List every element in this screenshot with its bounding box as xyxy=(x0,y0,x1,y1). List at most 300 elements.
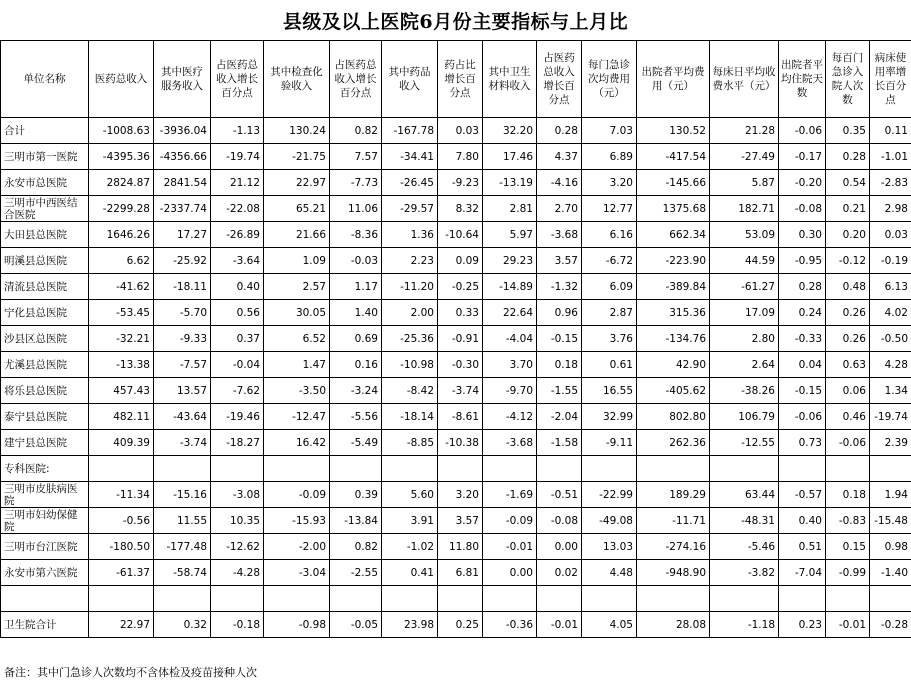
value-cell: -22.08 xyxy=(211,196,264,222)
value-cell: -0.99 xyxy=(826,560,870,586)
value-cell: 2.57 xyxy=(264,274,330,300)
empty-cell xyxy=(1,586,89,612)
table-row xyxy=(1,274,911,300)
value-cell: -26.89 xyxy=(211,222,264,248)
value-cell: 0.04 xyxy=(779,352,826,378)
value-cell: 0.82 xyxy=(330,534,382,560)
value-cell: -1.69 xyxy=(483,482,537,508)
value-cell: 3.91 xyxy=(382,508,438,534)
value-cell: 4.37 xyxy=(537,144,582,170)
value-cell: -0.98 xyxy=(264,612,330,638)
value-cell: 16.42 xyxy=(264,430,330,456)
table-row xyxy=(1,508,911,534)
value-cell: 30.05 xyxy=(264,300,330,326)
empty-cell xyxy=(154,456,211,482)
table-row xyxy=(1,222,911,248)
value-cell: -1.32 xyxy=(537,274,582,300)
value-cell: -1.13 xyxy=(211,118,264,144)
value-cell: 11.06 xyxy=(330,196,382,222)
value-cell: 0.35 xyxy=(826,118,870,144)
value-cell: -13.19 xyxy=(483,170,537,196)
value-cell: -29.57 xyxy=(382,196,438,222)
row-name-cell: 三明市皮肤病医院 xyxy=(1,482,89,508)
value-cell: 0.82 xyxy=(330,118,382,144)
value-cell: 22.97 xyxy=(264,170,330,196)
value-cell: -0.03 xyxy=(330,248,382,274)
value-cell: -948.90 xyxy=(637,560,710,586)
value-cell: -15.48 xyxy=(870,508,911,534)
value-cell: 6.52 xyxy=(264,326,330,352)
value-cell: 0.54 xyxy=(826,170,870,196)
empty-cell xyxy=(154,586,211,612)
value-cell: 44.59 xyxy=(710,248,779,274)
value-cell: -0.06 xyxy=(826,430,870,456)
value-cell: 2.80 xyxy=(710,326,779,352)
value-cell: -5.46 xyxy=(710,534,779,560)
value-cell: -61.37 xyxy=(89,560,154,586)
value-cell: -25.92 xyxy=(154,248,211,274)
table-row xyxy=(1,560,911,586)
column-header: 病床使用率增长百分点 xyxy=(870,41,911,118)
value-cell: 6.81 xyxy=(438,560,483,586)
value-cell: -34.41 xyxy=(382,144,438,170)
value-cell: -48.31 xyxy=(710,508,779,534)
row-name-cell: 合计 xyxy=(1,118,89,144)
value-cell: -4.04 xyxy=(483,326,537,352)
value-cell: 7.80 xyxy=(438,144,483,170)
row-name-cell: 永安市第六医院 xyxy=(1,560,89,586)
value-cell: 32.20 xyxy=(483,118,537,144)
value-cell: -1.40 xyxy=(870,560,911,586)
value-cell: 482.11 xyxy=(89,404,154,430)
value-cell: 2.23 xyxy=(382,248,438,274)
column-header: 单位名称 xyxy=(1,41,89,118)
table-row xyxy=(1,144,911,170)
value-cell: -0.25 xyxy=(438,274,483,300)
value-cell: -0.36 xyxy=(483,612,537,638)
column-header: 其中卫生材料收入 xyxy=(483,41,537,118)
value-cell: -14.89 xyxy=(483,274,537,300)
value-cell: 32.99 xyxy=(582,404,637,430)
row-name-cell: 将乐县总医院 xyxy=(1,378,89,404)
value-cell: 0.61 xyxy=(582,352,637,378)
value-cell: 1375.68 xyxy=(637,196,710,222)
value-cell: 1646.26 xyxy=(89,222,154,248)
value-cell: -1.55 xyxy=(537,378,582,404)
value-cell: -53.45 xyxy=(89,300,154,326)
value-cell: 0.56 xyxy=(211,300,264,326)
value-cell: -10.98 xyxy=(382,352,438,378)
value-cell: -3.50 xyxy=(264,378,330,404)
value-cell: 23.98 xyxy=(382,612,438,638)
empty-cell xyxy=(779,586,826,612)
column-header: 其中药品收入 xyxy=(382,41,438,118)
value-cell: 0.39 xyxy=(330,482,382,508)
value-cell: 0.23 xyxy=(779,612,826,638)
value-cell: 2841.54 xyxy=(154,170,211,196)
empty-cell xyxy=(89,586,154,612)
value-cell: -22.99 xyxy=(582,482,637,508)
value-cell: 0.03 xyxy=(870,222,911,248)
value-cell: 0.16 xyxy=(330,352,382,378)
value-cell: 42.90 xyxy=(637,352,710,378)
value-cell: -0.91 xyxy=(438,326,483,352)
empty-cell xyxy=(826,586,870,612)
value-cell: -12.47 xyxy=(264,404,330,430)
value-cell: -41.62 xyxy=(89,274,154,300)
value-cell: -19.74 xyxy=(870,404,911,430)
value-cell: -21.75 xyxy=(264,144,330,170)
row-name-cell: 沙县区总医院 xyxy=(1,326,89,352)
value-cell: 6.16 xyxy=(582,222,637,248)
value-cell: -8.85 xyxy=(382,430,438,456)
value-cell: -6.72 xyxy=(582,248,637,274)
column-header: 出院者平均住院天数 xyxy=(779,41,826,118)
value-cell: 4.28 xyxy=(870,352,911,378)
value-cell: 0.28 xyxy=(537,118,582,144)
value-cell: -5.49 xyxy=(330,430,382,456)
value-cell: -2.55 xyxy=(330,560,382,586)
column-header: 占医药总收入增长百分点 xyxy=(537,41,582,118)
value-cell: 28.08 xyxy=(637,612,710,638)
value-cell: 1.34 xyxy=(870,378,911,404)
value-cell: -9.70 xyxy=(483,378,537,404)
empty-cell xyxy=(330,456,382,482)
value-cell: -2.04 xyxy=(537,404,582,430)
value-cell: -2337.74 xyxy=(154,196,211,222)
value-cell: 0.33 xyxy=(438,300,483,326)
value-cell: 1.17 xyxy=(330,274,382,300)
value-cell: 4.48 xyxy=(582,560,637,586)
column-header: 占医药总收入增长百分点 xyxy=(211,41,264,118)
value-cell: -1.01 xyxy=(870,144,911,170)
value-cell: -5.70 xyxy=(154,300,211,326)
value-cell: 0.28 xyxy=(826,144,870,170)
value-cell: -0.06 xyxy=(779,404,826,430)
value-cell: 53.09 xyxy=(710,222,779,248)
value-cell: -0.01 xyxy=(537,612,582,638)
value-cell: 0.73 xyxy=(779,430,826,456)
empty-cell xyxy=(582,586,637,612)
value-cell: 0.00 xyxy=(537,534,582,560)
column-header: 医药总收入 xyxy=(89,41,154,118)
table-row xyxy=(1,300,911,326)
value-cell: 2824.87 xyxy=(89,170,154,196)
value-cell: -0.12 xyxy=(826,248,870,274)
value-cell: -4356.66 xyxy=(154,144,211,170)
value-cell: -49.08 xyxy=(582,508,637,534)
value-cell: 4.05 xyxy=(582,612,637,638)
value-cell: -58.74 xyxy=(154,560,211,586)
empty-cell xyxy=(870,586,911,612)
row-name-cell: 清流县总医院 xyxy=(1,274,89,300)
empty-cell xyxy=(779,456,826,482)
value-cell: 0.18 xyxy=(537,352,582,378)
column-header: 占医药总收入增长百分点 xyxy=(330,41,382,118)
row-name-cell: 永安市总医院 xyxy=(1,170,89,196)
value-cell: 1.36 xyxy=(382,222,438,248)
value-cell: 0.20 xyxy=(826,222,870,248)
value-cell: 130.24 xyxy=(264,118,330,144)
value-cell: 65.21 xyxy=(264,196,330,222)
table-header-row xyxy=(1,41,911,118)
value-cell: 262.36 xyxy=(637,430,710,456)
empty-cell xyxy=(637,456,710,482)
value-cell: -1.18 xyxy=(710,612,779,638)
value-cell: 29.23 xyxy=(483,248,537,274)
value-cell: 1.94 xyxy=(870,482,911,508)
page-title: 县级及以上医院6月份主要指标与上月比 xyxy=(282,10,629,33)
value-cell: 0.48 xyxy=(826,274,870,300)
value-cell: 5.60 xyxy=(382,482,438,508)
value-cell: 0.30 xyxy=(779,222,826,248)
value-cell: -145.66 xyxy=(637,170,710,196)
value-cell: -167.78 xyxy=(382,118,438,144)
value-cell: 10.35 xyxy=(211,508,264,534)
value-cell: 106.79 xyxy=(710,404,779,430)
value-cell: 3.76 xyxy=(582,326,637,352)
value-cell: -134.76 xyxy=(637,326,710,352)
row-name-cell: 宁化县总医院 xyxy=(1,300,89,326)
table-row xyxy=(1,378,911,404)
value-cell: -223.90 xyxy=(637,248,710,274)
value-cell: 1.40 xyxy=(330,300,382,326)
empty-cell xyxy=(483,456,537,482)
value-cell: 0.41 xyxy=(382,560,438,586)
value-cell: -0.08 xyxy=(779,196,826,222)
value-cell: 1.09 xyxy=(264,248,330,274)
value-cell: -177.48 xyxy=(154,534,211,560)
column-header: 出院者平均费用（元） xyxy=(637,41,710,118)
value-cell: -2.00 xyxy=(264,534,330,560)
row-name-cell: 三明市妇幼保健院 xyxy=(1,508,89,534)
footnote: 备注：其中门急诊人次数均不含体检及疫苗接种人次 xyxy=(4,666,257,679)
table-row xyxy=(1,170,911,196)
value-cell: 0.40 xyxy=(779,508,826,534)
value-cell: -3.24 xyxy=(330,378,382,404)
value-cell: -27.49 xyxy=(710,144,779,170)
value-cell: 0.11 xyxy=(870,118,911,144)
value-cell: 17.27 xyxy=(154,222,211,248)
section-row xyxy=(1,456,911,482)
value-cell: 0.40 xyxy=(211,274,264,300)
value-cell: 315.36 xyxy=(637,300,710,326)
value-cell: 0.37 xyxy=(211,326,264,352)
value-cell: -389.84 xyxy=(637,274,710,300)
value-cell: -15.16 xyxy=(154,482,211,508)
value-cell: -3936.04 xyxy=(154,118,211,144)
value-cell: 1.47 xyxy=(264,352,330,378)
value-cell: -4395.36 xyxy=(89,144,154,170)
value-cell: -0.05 xyxy=(330,612,382,638)
value-cell: -0.33 xyxy=(779,326,826,352)
value-cell: -405.62 xyxy=(637,378,710,404)
value-cell: -11.34 xyxy=(89,482,154,508)
value-cell: -180.50 xyxy=(89,534,154,560)
value-cell: 0.32 xyxy=(154,612,211,638)
value-cell: 0.46 xyxy=(826,404,870,430)
value-cell: -5.56 xyxy=(330,404,382,430)
value-cell: -0.01 xyxy=(483,534,537,560)
value-cell: 6.62 xyxy=(89,248,154,274)
row-name-cell: 大田县总医院 xyxy=(1,222,89,248)
value-cell: 0.00 xyxy=(483,560,537,586)
empty-cell xyxy=(89,456,154,482)
value-cell: -0.19 xyxy=(870,248,911,274)
empty-cell xyxy=(438,586,483,612)
value-cell: 802.80 xyxy=(637,404,710,430)
value-cell: -0.56 xyxy=(89,508,154,534)
value-cell: -0.51 xyxy=(537,482,582,508)
value-cell: 5.87 xyxy=(710,170,779,196)
value-cell: 0.09 xyxy=(438,248,483,274)
value-cell: 16.55 xyxy=(582,378,637,404)
value-cell: -18.14 xyxy=(382,404,438,430)
value-cell: 0.63 xyxy=(826,352,870,378)
value-cell: -0.28 xyxy=(870,612,911,638)
empty-cell xyxy=(537,456,582,482)
table-row xyxy=(1,196,911,222)
value-cell: -0.15 xyxy=(779,378,826,404)
value-cell: -43.64 xyxy=(154,404,211,430)
value-cell: -18.11 xyxy=(154,274,211,300)
value-cell: -8.42 xyxy=(382,378,438,404)
value-cell: 2.39 xyxy=(870,430,911,456)
empty-cell xyxy=(582,456,637,482)
table-row xyxy=(1,430,911,456)
value-cell: 3.20 xyxy=(438,482,483,508)
value-cell: 13.03 xyxy=(582,534,637,560)
value-cell: -3.04 xyxy=(264,560,330,586)
value-cell: 4.02 xyxy=(870,300,911,326)
value-cell: -13.38 xyxy=(89,352,154,378)
table-body xyxy=(1,118,911,638)
value-cell: -15.93 xyxy=(264,508,330,534)
value-cell: 2.00 xyxy=(382,300,438,326)
value-cell: 0.28 xyxy=(779,274,826,300)
value-cell: -0.09 xyxy=(483,508,537,534)
value-cell: 8.32 xyxy=(438,196,483,222)
value-cell: 17.09 xyxy=(710,300,779,326)
value-cell: -10.38 xyxy=(438,430,483,456)
value-cell: 11.55 xyxy=(154,508,211,534)
column-header: 药占比增长百分点 xyxy=(438,41,483,118)
value-cell: 0.98 xyxy=(870,534,911,560)
value-cell: 12.77 xyxy=(582,196,637,222)
value-cell: -9.33 xyxy=(154,326,211,352)
value-cell: -19.74 xyxy=(211,144,264,170)
value-cell: 13.57 xyxy=(154,378,211,404)
value-cell: 2.81 xyxy=(483,196,537,222)
table-row xyxy=(1,248,911,274)
value-cell: 0.21 xyxy=(826,196,870,222)
value-cell: -12.62 xyxy=(211,534,264,560)
table-row xyxy=(1,352,911,378)
value-cell: 6.13 xyxy=(870,274,911,300)
value-cell: 7.57 xyxy=(330,144,382,170)
value-cell: -274.16 xyxy=(637,534,710,560)
value-cell: -3.68 xyxy=(483,430,537,456)
value-cell: -2.83 xyxy=(870,170,911,196)
table-row xyxy=(1,118,911,144)
value-cell: 17.46 xyxy=(483,144,537,170)
value-cell: -0.06 xyxy=(779,118,826,144)
value-cell: 5.97 xyxy=(483,222,537,248)
table-row xyxy=(1,326,911,352)
empty-cell xyxy=(537,586,582,612)
value-cell: 0.26 xyxy=(826,326,870,352)
value-cell: 63.44 xyxy=(710,482,779,508)
value-cell: 22.97 xyxy=(89,612,154,638)
value-cell: -8.36 xyxy=(330,222,382,248)
value-cell: -19.46 xyxy=(211,404,264,430)
value-cell: 0.06 xyxy=(826,378,870,404)
value-cell: -0.57 xyxy=(779,482,826,508)
value-cell: 0.25 xyxy=(438,612,483,638)
value-cell: -7.73 xyxy=(330,170,382,196)
value-cell: -26.45 xyxy=(382,170,438,196)
value-cell: -8.61 xyxy=(438,404,483,430)
empty-cell xyxy=(382,456,438,482)
row-name-cell: 三明市台江医院 xyxy=(1,534,89,560)
value-cell: -18.27 xyxy=(211,430,264,456)
value-cell: 130.52 xyxy=(637,118,710,144)
column-header: 每床日平均收费水平（元） xyxy=(710,41,779,118)
value-cell: 7.03 xyxy=(582,118,637,144)
value-cell: -38.26 xyxy=(710,378,779,404)
row-name-cell: 明溪县总医院 xyxy=(1,248,89,274)
value-cell: 409.39 xyxy=(89,430,154,456)
value-cell: -3.82 xyxy=(710,560,779,586)
value-cell: -7.04 xyxy=(779,560,826,586)
empty-cell xyxy=(211,586,264,612)
value-cell: 21.28 xyxy=(710,118,779,144)
value-cell: -1.02 xyxy=(382,534,438,560)
value-cell: 182.71 xyxy=(710,196,779,222)
empty-cell xyxy=(870,456,911,482)
column-header: 其中医疗服务收入 xyxy=(154,41,211,118)
section-label: 专科医院: xyxy=(1,456,89,482)
value-cell: -0.01 xyxy=(826,612,870,638)
value-cell: 0.24 xyxy=(779,300,826,326)
empty-cell xyxy=(264,456,330,482)
value-cell: -417.54 xyxy=(637,144,710,170)
value-cell: 2.98 xyxy=(870,196,911,222)
value-cell: 0.51 xyxy=(779,534,826,560)
empty-cell xyxy=(483,586,537,612)
value-cell: 662.34 xyxy=(637,222,710,248)
table-row xyxy=(1,612,911,638)
value-cell: 0.02 xyxy=(537,560,582,586)
row-name-cell: 三明市第一医院 xyxy=(1,144,89,170)
empty-cell xyxy=(710,456,779,482)
value-cell: -0.09 xyxy=(264,482,330,508)
value-cell: -10.64 xyxy=(438,222,483,248)
value-cell: 2.87 xyxy=(582,300,637,326)
blank-row xyxy=(1,586,911,612)
value-cell: 2.70 xyxy=(537,196,582,222)
value-cell: 21.66 xyxy=(264,222,330,248)
value-cell: 6.89 xyxy=(582,144,637,170)
value-cell: 3.70 xyxy=(483,352,537,378)
value-cell: -3.74 xyxy=(154,430,211,456)
row-name-cell: 三明市中西医结合医院 xyxy=(1,196,89,222)
value-cell: -13.84 xyxy=(330,508,382,534)
empty-cell xyxy=(382,586,438,612)
value-cell: -3.08 xyxy=(211,482,264,508)
value-cell: 0.96 xyxy=(537,300,582,326)
column-header: 每门急诊次均费用（元） xyxy=(582,41,637,118)
